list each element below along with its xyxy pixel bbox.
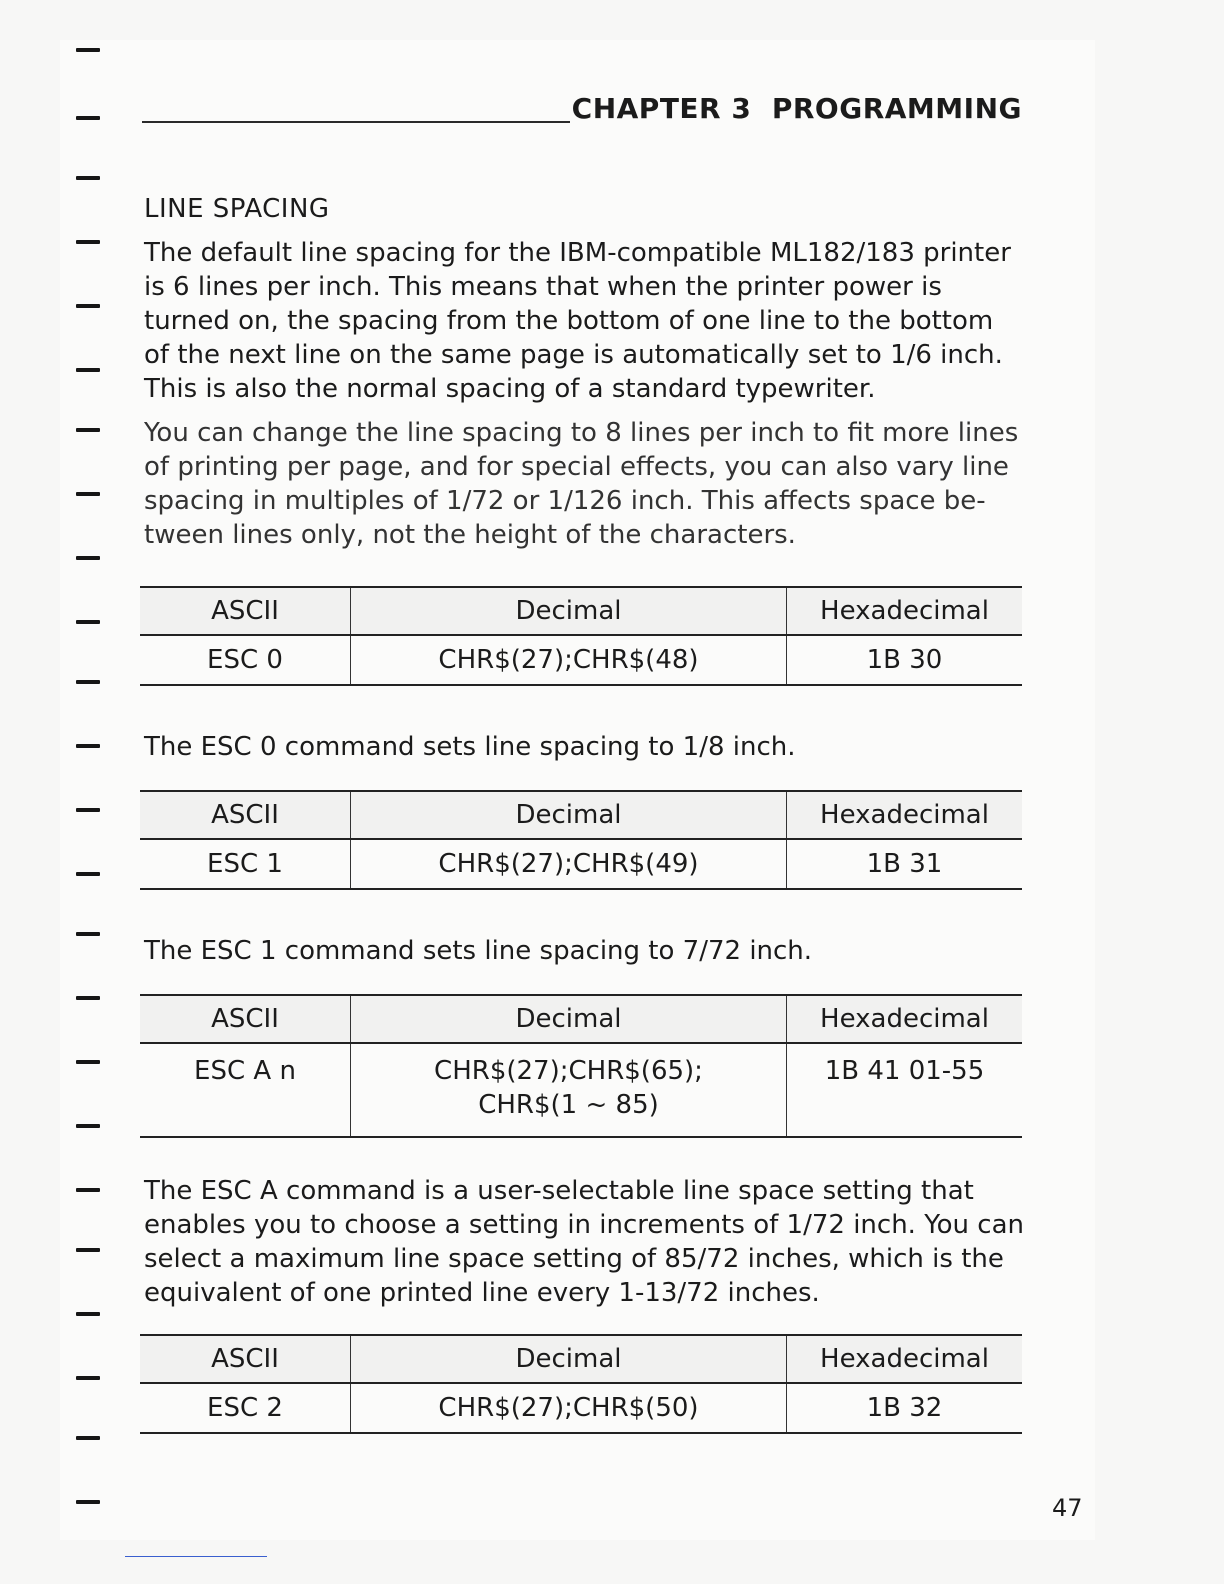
command-table-esca <box>140 994 1022 1138</box>
cell-decimal: CHR$(27);CHR$(48) <box>351 635 787 685</box>
paragraph-line: equivalent of one printed line every 1-13/72 inches. <box>144 1278 820 1308</box>
header-ascii: ASCII <box>140 1335 351 1383</box>
binder-mark <box>76 1312 100 1316</box>
cell-decimal-line: CHR$(27);CHR$(65); <box>434 1056 703 1086</box>
binder-mark <box>76 1124 100 1128</box>
command-table-esc2 <box>140 1334 1022 1434</box>
table-row <box>140 635 1022 685</box>
command-table-esc1 <box>140 790 1022 890</box>
binder-mark <box>76 932 100 936</box>
intro-paragraph <box>144 236 1034 406</box>
binder-mark <box>76 872 100 876</box>
paragraph-line: tween lines only, not the height of the characters. <box>144 520 796 550</box>
header-rule <box>142 121 570 123</box>
header-ascii: ASCII <box>140 587 351 635</box>
header-hex: Hexadecimal <box>787 995 1023 1043</box>
header-ascii: ASCII <box>140 791 351 839</box>
cell-ascii: ESC 2 <box>140 1383 351 1433</box>
esc1-description: The ESC 1 command sets line spacing to 7/72 inch. <box>144 936 813 966</box>
binder-mark <box>76 1376 100 1380</box>
paragraph-line: enables you to choose a setting in increments of 1/72 inch. You can <box>144 1210 1024 1240</box>
header-decimal: Decimal <box>351 587 787 635</box>
cell-decimal <box>351 1043 787 1137</box>
binder-mark <box>76 428 100 432</box>
page-number: 47 <box>1052 1494 1083 1522</box>
binder-mark <box>76 492 100 496</box>
binder-mark <box>76 48 100 52</box>
header-ascii: ASCII <box>140 995 351 1043</box>
binder-mark <box>76 620 100 624</box>
binder-mark <box>76 680 100 684</box>
cell-hex: 1B 32 <box>787 1383 1023 1433</box>
binder-mark <box>76 368 100 372</box>
header-hex: Hexadecimal <box>787 587 1023 635</box>
binder-mark <box>76 808 100 812</box>
table-row <box>140 839 1022 889</box>
table-row <box>140 1043 1022 1137</box>
cell-ascii: ESC 0 <box>140 635 351 685</box>
paragraph-line: This is also the normal spacing of a standard typewriter. <box>144 374 876 404</box>
cell-decimal: CHR$(27);CHR$(50) <box>351 1383 787 1433</box>
chapter-title: CHAPTER 3 PROGRAMMING <box>571 92 1022 125</box>
binder-mark <box>76 304 100 308</box>
command-table-esc0 <box>140 586 1022 686</box>
chapter-header <box>142 92 1022 132</box>
binder-mark <box>76 176 100 180</box>
cell-hex: 1B 31 <box>787 839 1023 889</box>
binder-mark <box>76 1188 100 1192</box>
esca-description <box>144 1174 1034 1310</box>
paragraph-line: The ESC A command is a user-selectable line space setting that <box>144 1176 974 1206</box>
paragraph-line: of printing per page, and for special effects, you can also vary line <box>144 452 1009 482</box>
binder-mark <box>76 1436 100 1440</box>
binder-mark <box>76 1248 100 1252</box>
cell-ascii: ESC A n <box>140 1043 351 1137</box>
cell-hex: 1B 41 01-55 <box>787 1043 1023 1137</box>
header-hex: Hexadecimal <box>787 1335 1023 1383</box>
section-heading: LINE SPACING <box>144 194 330 224</box>
change-spacing-paragraph <box>144 416 1034 552</box>
cell-decimal-line: CHR$(1 ~ 85) <box>478 1090 659 1120</box>
binder-mark <box>76 116 100 120</box>
header-decimal: Decimal <box>351 995 787 1043</box>
paragraph-line: select a maximum line space setting of 85/72 inches, which is the <box>144 1244 1004 1274</box>
cell-ascii: ESC 1 <box>140 839 351 889</box>
cell-hex: 1B 30 <box>787 635 1023 685</box>
paragraph-line: of the next line on the same page is automatically set to 1/6 inch. <box>144 340 1003 370</box>
paragraph-line: turned on, the spacing from the bottom of one line to the bottom <box>144 306 994 336</box>
paragraph-line: spacing in multiples of 1/72 or 1/126 inch. This affects space be- <box>144 486 986 516</box>
binder-mark <box>76 744 100 748</box>
paragraph-line: is 6 lines per inch. This means that when the printer power is <box>144 272 942 302</box>
binder-mark <box>76 556 100 560</box>
paragraph-line: You can change the line spacing to 8 lines per inch to fit more lines <box>144 418 1019 448</box>
binder-mark <box>76 1500 100 1504</box>
esc0-description: The ESC 0 command sets line spacing to 1/8 inch. <box>144 732 796 762</box>
header-decimal: Decimal <box>351 791 787 839</box>
binder-mark <box>76 240 100 244</box>
paragraph-line: The default line spacing for the IBM-compatible ML182/183 printer <box>144 238 1011 268</box>
binder-mark <box>76 1060 100 1064</box>
binder-mark <box>76 996 100 1000</box>
table-row <box>140 1383 1022 1433</box>
header-decimal: Decimal <box>351 1335 787 1383</box>
cell-decimal: CHR$(27);CHR$(49) <box>351 839 787 889</box>
header-hex: Hexadecimal <box>787 791 1023 839</box>
footer-rule <box>125 1556 267 1557</box>
